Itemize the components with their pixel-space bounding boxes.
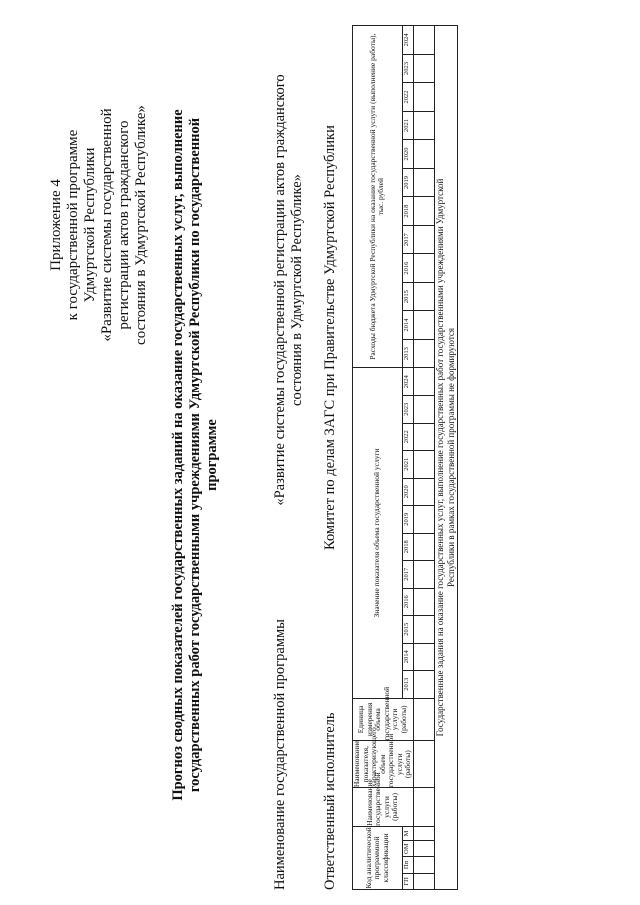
header-unit: Единица измерения объема государственной услуги (работы) <box>353 698 414 741</box>
year-cell: 2013 <box>402 339 413 368</box>
empty-cell <box>413 423 434 451</box>
year-cell: 2017 <box>402 561 413 589</box>
table-note <box>434 26 457 890</box>
executor-value: Комитет по делам ЗАГС при Правительстве Удмуртской Республики <box>322 125 338 550</box>
year-cell: 2020 <box>402 478 413 506</box>
appendix-line: Удмуртской Республики <box>82 147 98 303</box>
year-cell: 2015 <box>402 616 413 644</box>
program-label: Наименование государственной программы <box>272 619 288 890</box>
empty-cell <box>413 54 434 83</box>
year-cell: 2024 <box>402 26 413 55</box>
empty-cell <box>413 873 434 889</box>
year-cell: 2014 <box>402 311 413 340</box>
empty-cell <box>413 83 434 112</box>
year-cell: 2018 <box>402 533 413 561</box>
empty-cell <box>413 368 434 396</box>
year-cell: 2017 <box>402 225 413 254</box>
year-cell: 2020 <box>402 140 413 169</box>
empty-cell <box>413 616 434 644</box>
header-volume: Значение показателя объема государственной услуги <box>353 368 403 698</box>
note-line: Государственные задания на оказание государственных услуг, выполнение государственных работ государственными учреждениями Удмуртской <box>434 178 445 737</box>
program-value-line: «Развитие системы государственной регистрации актов гражданского <box>272 74 288 506</box>
header-expense: Расходы бюджета Удмуртской Республики на оказание государственной услуги (выполнение работы), тыс. рублей <box>353 26 403 368</box>
empty-cell <box>413 788 434 827</box>
empty-cell <box>413 225 434 254</box>
title-line: государственных работ государственными учреждениями Удмуртской Республики по государственной <box>187 117 203 793</box>
year-cell: 2022 <box>402 83 413 112</box>
year-cell: 2024 <box>402 368 413 396</box>
program-value-line: состояния в Удмуртской Республике» <box>289 174 305 406</box>
empty-cell <box>413 671 434 699</box>
landscape-sheet <box>30 20 610 900</box>
empty-cell <box>413 506 434 534</box>
empty-cell <box>413 533 434 561</box>
year-cell: 2013 <box>402 671 413 699</box>
year-cell: 2016 <box>402 588 413 616</box>
empty-cell <box>413 561 434 589</box>
forecast-table <box>352 25 458 890</box>
header-code: Код аналитической программной классификации <box>353 826 403 889</box>
table-header-row <box>353 26 403 890</box>
title-line: Прогноз сводных показателей государственных заданий на оказание государственных услуг, выполнение <box>170 109 186 801</box>
code-subcol: ГП <box>402 873 413 889</box>
appendix-line: «Развитие системы государственной <box>99 108 115 342</box>
header-indicator: Наименование показателя, характеризующего объем государственной услуги (работы) <box>352 727 412 788</box>
title-line: программе <box>204 419 220 491</box>
empty-cell <box>413 197 434 226</box>
empty-cell <box>413 826 434 840</box>
appendix-line: Приложение 4 <box>48 179 64 271</box>
empty-cell <box>413 741 434 788</box>
empty-cell <box>413 698 434 741</box>
table-note-row <box>434 26 457 890</box>
year-cell: 2016 <box>402 254 413 283</box>
empty-cell <box>413 478 434 506</box>
executor-label: Ответственный исполнитель <box>322 712 338 890</box>
appendix-header <box>48 60 150 390</box>
empty-cell <box>413 140 434 169</box>
empty-cell <box>413 451 434 479</box>
year-cell: 2023 <box>402 396 413 424</box>
executor-row <box>322 20 339 890</box>
program-name-row <box>272 20 306 890</box>
code-subcol: Пп <box>402 857 413 873</box>
document-title <box>170 20 221 890</box>
year-cell: 2022 <box>402 423 413 451</box>
empty-cell <box>413 588 434 616</box>
year-cell: 2018 <box>402 197 413 226</box>
empty-cell <box>413 643 434 671</box>
empty-cell <box>413 282 434 311</box>
header-service: Наименование государственной услуги (работы) <box>353 788 414 827</box>
empty-cell <box>413 396 434 424</box>
code-subcol: М <box>402 826 413 840</box>
year-cell: 2021 <box>402 451 413 479</box>
appendix-line: регистрации актов гражданского <box>116 120 132 330</box>
table-row <box>413 26 434 890</box>
note-line: Республики в рамках государственной программы не формируются <box>445 327 456 588</box>
empty-cell <box>413 168 434 197</box>
code-subcol: ОМ <box>402 841 413 857</box>
year-cell: 2019 <box>402 168 413 197</box>
year-cell: 2019 <box>402 506 413 534</box>
appendix-line: состояния в Удмуртской Республике» <box>133 105 149 345</box>
year-cell: 2015 <box>402 282 413 311</box>
empty-cell <box>413 254 434 283</box>
year-cell: 2021 <box>402 111 413 140</box>
program-value <box>272 20 306 560</box>
empty-cell <box>413 841 434 857</box>
empty-cell <box>413 26 434 55</box>
empty-cell <box>413 311 434 340</box>
appendix-line: к государственной программе <box>65 129 81 321</box>
year-cell: 2023 <box>402 54 413 83</box>
empty-cell <box>413 857 434 873</box>
empty-cell <box>413 111 434 140</box>
empty-cell <box>413 339 434 368</box>
year-cell: 2014 <box>402 643 413 671</box>
